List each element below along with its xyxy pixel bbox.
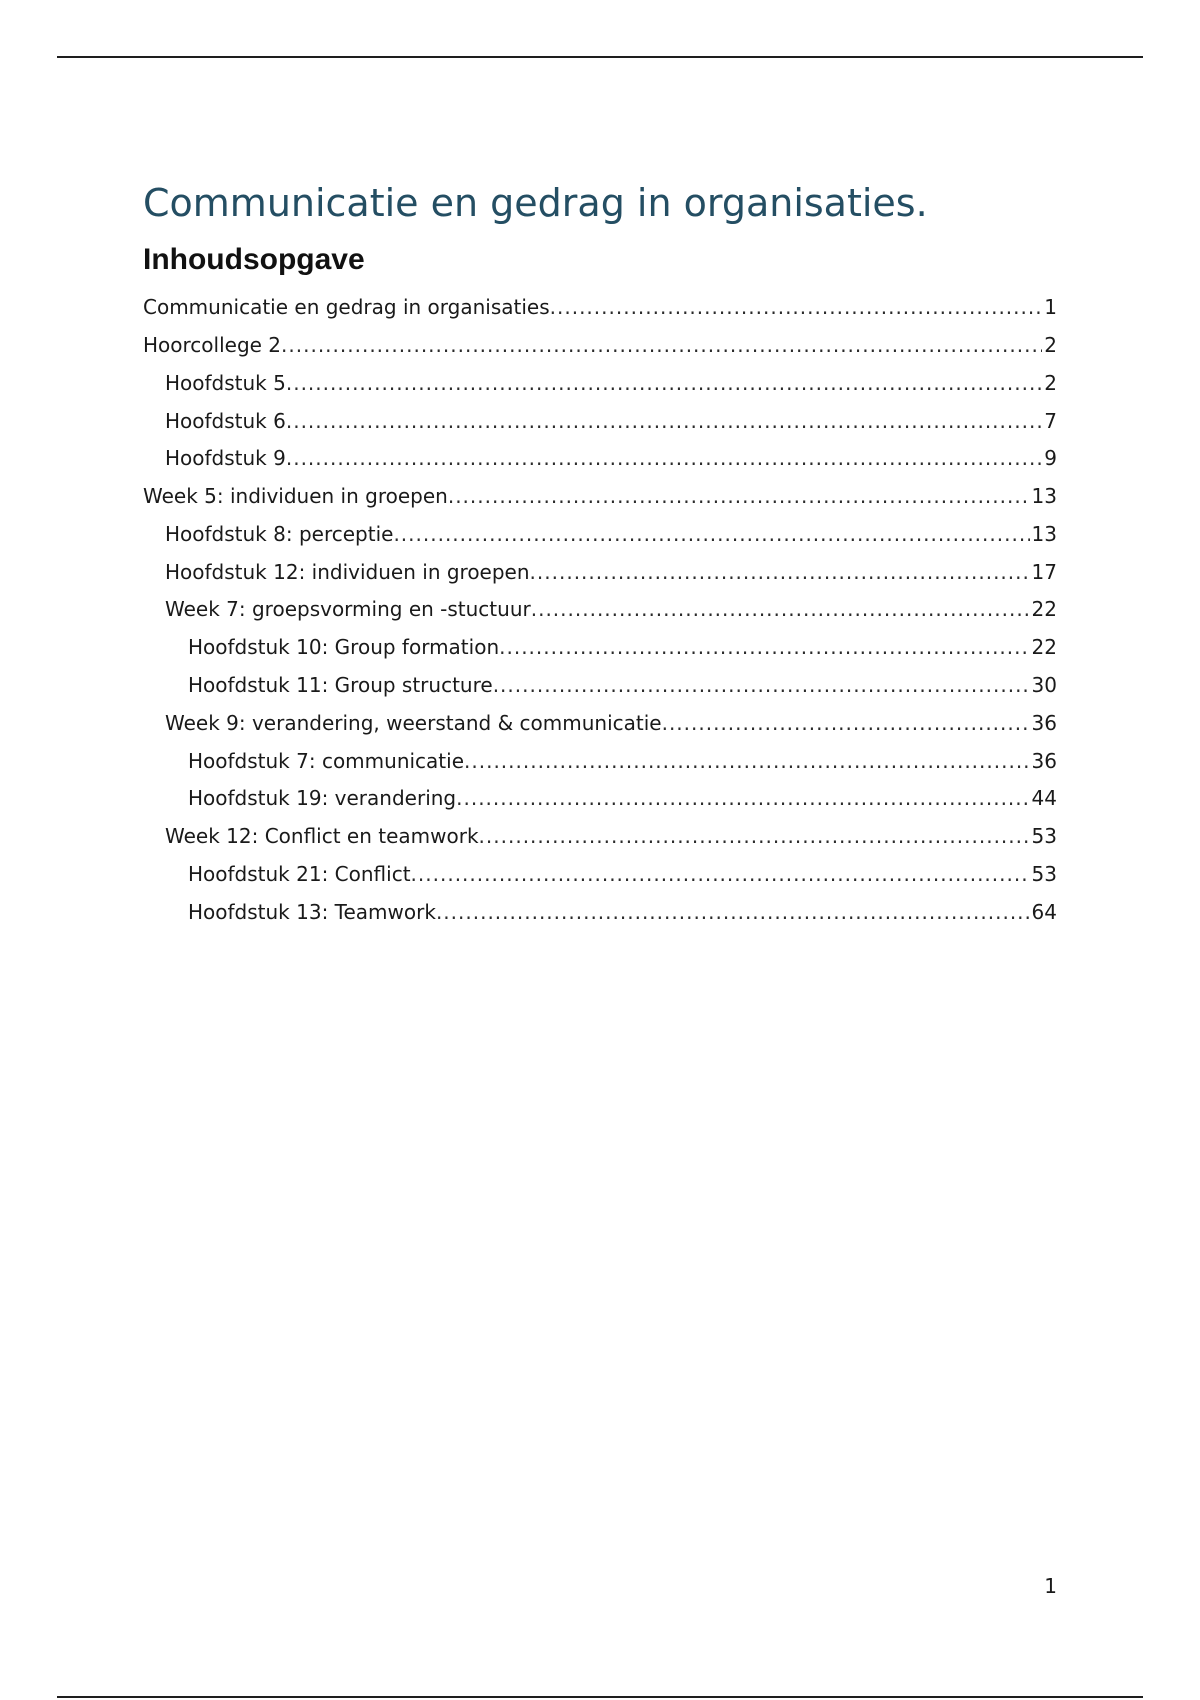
toc-entry-label: Hoofdstuk 12: individuen in groepen (165, 560, 530, 584)
toc-leader-dots (286, 402, 1042, 440)
toc-entry-page: 13 (1031, 484, 1057, 508)
footer-rule (57, 1696, 1143, 1698)
toc-entry-page: 13 (1031, 522, 1057, 546)
toc-entry-label: Hoofdstuk 21: Conflict (188, 862, 411, 886)
toc-entry[interactable] (143, 515, 1057, 553)
toc-entry-label: Week 12: Conflict en teamwork (165, 824, 479, 848)
toc-entry-page: 64 (1031, 900, 1057, 924)
toc-entry-page: 9 (1044, 446, 1057, 470)
toc-entry-page: 2 (1044, 371, 1057, 395)
toc-entry-page: 1 (1044, 295, 1057, 319)
toc-leader-dots (662, 704, 1030, 742)
toc-entry[interactable] (143, 477, 1057, 515)
toc-entry-page: 36 (1031, 711, 1057, 735)
toc-entry-page: 36 (1031, 749, 1057, 773)
toc-entry-page: 22 (1031, 597, 1057, 621)
header-rule (57, 56, 1143, 58)
toc-entry-label: Hoofdstuk 19: verandering (188, 786, 457, 810)
toc-entry-label: Week 5: individuen in groepen (143, 484, 448, 508)
toc-entry[interactable] (143, 326, 1057, 364)
toc-entry-page: 7 (1044, 409, 1057, 433)
toc-leader-dots (550, 288, 1043, 326)
toc-leader-dots (479, 817, 1030, 855)
toc-entry-label: Hoofdstuk 8: perceptie (165, 522, 394, 546)
toc-entry-label: Hoofdstuk 13: Teamwork (188, 900, 436, 924)
toc-leader-dots (464, 742, 1030, 780)
toc-entry-label: Week 9: verandering, weerstand & communicatie (165, 711, 662, 735)
toc-entry-page: 53 (1031, 824, 1057, 848)
toc-leader-dots (493, 666, 1030, 704)
toc-entry[interactable] (143, 440, 1057, 477)
toc-entry-label: Communicatie en gedrag in organisaties (143, 295, 550, 319)
page-number: 1 (1044, 1574, 1057, 1598)
toc-entry-label: Hoofdstuk 9 (165, 446, 286, 470)
toc-entry[interactable] (143, 628, 1057, 666)
toc-leader-dots (530, 553, 1030, 591)
toc-leader-dots (411, 855, 1030, 893)
toc-leader-dots (286, 364, 1042, 402)
document-page (143, 170, 1057, 931)
toc-entry[interactable] (143, 591, 1057, 628)
toc-entry-label: Hoofdstuk 7: communicatie (188, 749, 465, 773)
toc-entry-label: Hoofdstuk 5 (165, 371, 286, 395)
table-of-contents (143, 288, 1057, 931)
toc-entry[interactable] (143, 288, 1057, 326)
toc-entry-label: Hoofdstuk 10: Group formation (188, 635, 500, 659)
toc-entry-page: 44 (1031, 786, 1057, 810)
toc-entry-label: Week 7: groepsvorming en -stuctuur (165, 597, 531, 621)
toc-entry[interactable] (143, 704, 1057, 742)
toc-leader-dots (281, 326, 1042, 364)
toc-leader-dots (499, 628, 1029, 666)
toc-entry[interactable] (143, 780, 1057, 817)
toc-entry[interactable] (143, 855, 1057, 893)
toc-entry-page: 2 (1044, 333, 1057, 357)
toc-leader-dots (436, 893, 1030, 931)
toc-entry-page: 17 (1031, 560, 1057, 584)
toc-entry-page: 22 (1031, 635, 1057, 659)
toc-entry[interactable] (143, 402, 1057, 440)
toc-entry[interactable] (143, 364, 1057, 402)
toc-entry[interactable] (143, 893, 1057, 931)
toc-leader-dots (393, 515, 1029, 553)
toc-entry[interactable] (143, 742, 1057, 780)
toc-entry-label: Hoofdstuk 6 (165, 409, 286, 433)
toc-entry-label: Hoofdstuk 11: Group structure (188, 673, 493, 697)
toc-leader-dots (456, 780, 1029, 817)
toc-entry-page: 30 (1031, 673, 1057, 697)
toc-entry-page: 53 (1031, 862, 1057, 886)
document-title: Communicatie en gedrag in organisaties. (143, 181, 928, 225)
toc-heading: Inhoudsopgave (143, 243, 365, 276)
toc-entry[interactable] (143, 553, 1057, 591)
toc-leader-dots (448, 477, 1030, 515)
toc-leader-dots (531, 591, 1030, 628)
toc-leader-dots (286, 440, 1042, 477)
toc-entry-label: Hoorcollege 2 (143, 333, 282, 357)
toc-entry[interactable] (143, 666, 1057, 704)
toc-entry[interactable] (143, 817, 1057, 855)
